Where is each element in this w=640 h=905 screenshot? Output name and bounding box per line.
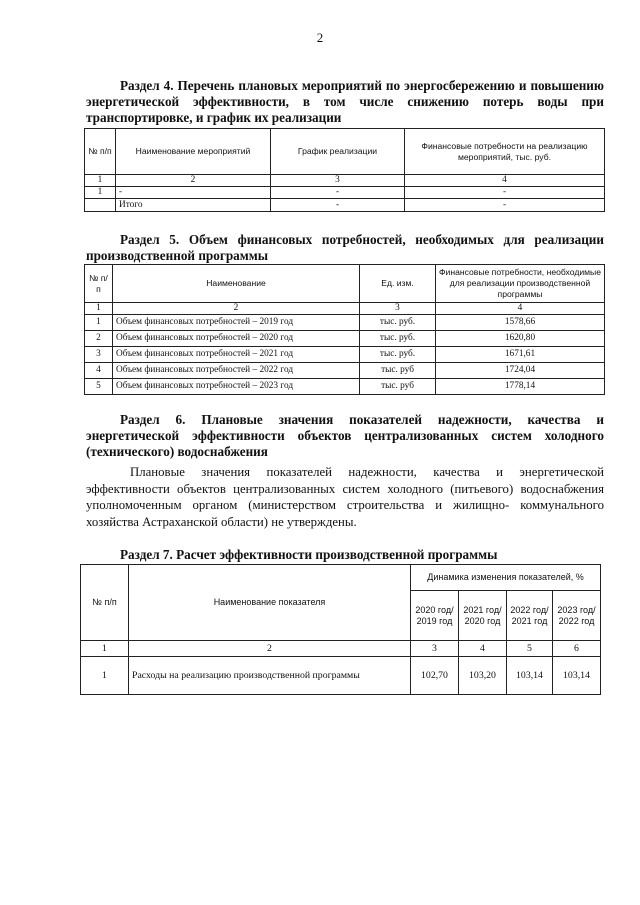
cell: Объем финансовых потребностей – 2020 год (113, 331, 360, 347)
period-header: 2020 год/ 2019 год (411, 591, 459, 641)
col-header-name: Наименование (113, 265, 360, 303)
total-label: Итого (116, 199, 271, 212)
cell: 102,70 (411, 657, 459, 695)
cell: тыс. руб. (360, 315, 436, 331)
cell: - (271, 187, 405, 199)
col-number: 1 (85, 175, 116, 187)
col-number: 1 (85, 303, 113, 315)
cell: 103,14 (553, 657, 601, 695)
col-header-name: Наименование мероприятий (116, 129, 271, 175)
col-number: 5 (507, 641, 553, 657)
cell: тыс. руб. (360, 347, 436, 363)
group-header-dynamics: Динамика изменения показателей, % (411, 565, 601, 591)
section7-heading: Раздел 7. Расчет эффективности производственной программы (120, 547, 498, 562)
col-header-num: № п/п (81, 565, 129, 641)
cell: - (405, 187, 605, 199)
period-header: 2023 год/ 2022 год (553, 591, 601, 641)
table-row (85, 379, 605, 395)
col-number: 6 (553, 641, 601, 657)
col-number: 2 (116, 175, 271, 187)
cell: 5 (85, 379, 113, 395)
cell: - (405, 199, 605, 212)
table-row (81, 657, 601, 695)
col-header-schedule: График реализации (271, 129, 405, 175)
col-header-unit: Ед. изм. (360, 265, 436, 303)
table-row (85, 363, 605, 379)
table-row (85, 187, 605, 199)
cell: Объем финансовых потребностей – 2021 год (113, 347, 360, 363)
col-number: 4 (459, 641, 507, 657)
cell: 103,14 (507, 657, 553, 695)
col-number: 2 (113, 303, 360, 315)
efficiency-table (80, 564, 601, 695)
cell: 4 (85, 363, 113, 379)
section6-heading: Раздел 6. Плановые значения показателей надежности, качества и энергетической эффективности объектов централизованных систем холодного (технического) водоснабжения (86, 412, 604, 459)
financial-needs-table (84, 264, 605, 395)
cell: тыс. руб. (360, 331, 436, 347)
col-number: 4 (405, 175, 605, 187)
cell: - (271, 199, 405, 212)
cell: 1578,66 (436, 315, 605, 331)
col-number: 2 (129, 641, 411, 657)
cell: 1778,14 (436, 379, 605, 395)
cell: 1 (85, 187, 116, 199)
section5-heading: Раздел 5. Объем финансовых потребностей, необходимых для реализации производственной программы (86, 232, 604, 263)
col-number: 1 (81, 641, 129, 657)
col-header-num: № п/п (85, 265, 113, 303)
table-row (85, 331, 605, 347)
col-header-num: № п/п (85, 129, 116, 175)
total-row (85, 199, 605, 212)
cell: Объем финансовых потребностей – 2023 год (113, 379, 360, 395)
cell (85, 199, 116, 212)
cell: 3 (85, 347, 113, 363)
cell: 1724,04 (436, 363, 605, 379)
period-header: 2022 год/ 2021 год (507, 591, 553, 641)
section6-paragraph: Плановые значения показателей надежности, качества и энергетической эффективности объектов централизованных систем холодного (питьевого) водоснабжения уполномоченным органом (министерством строительства и жилищно- коммунального хозяйства Астраханской области) не утверждены. (86, 465, 604, 529)
cell: 103,20 (459, 657, 507, 695)
cell: - (116, 187, 271, 199)
measures-table (84, 128, 605, 212)
table-row (85, 315, 605, 331)
col-header-indicator: Наименование показателя (129, 565, 411, 641)
cell: тыс. руб (360, 363, 436, 379)
col-header-finance: Финансовые потребности на реализацию мероприятий, тыс. руб. (405, 129, 605, 175)
cell: тыс. руб (360, 379, 436, 395)
cell: 2 (85, 331, 113, 347)
table-row (85, 347, 605, 363)
cell: Расходы на реализацию производственной программы (129, 657, 411, 695)
cell: Объем финансовых потребностей – 2022 год (113, 363, 360, 379)
col-number: 3 (360, 303, 436, 315)
cell: 1620,80 (436, 331, 605, 347)
page-number: 2 (316, 30, 324, 45)
col-number: 3 (271, 175, 405, 187)
cell: 1 (81, 657, 129, 695)
cell: 1 (85, 315, 113, 331)
cell: 1671,61 (436, 347, 605, 363)
col-number: 3 (411, 641, 459, 657)
section4-heading: Раздел 4. Перечень плановых мероприятий по энергосбережению и повышению энергетической эффективности, в том числе снижению потерь воды при транспортировке, и график их реализации (86, 78, 604, 125)
col-number: 4 (436, 303, 605, 315)
col-header-finance: Финансовые потребности, необходимые для реализации производственной программы (436, 265, 605, 303)
period-header: 2021 год/ 2020 год (459, 591, 507, 641)
cell: Объем финансовых потребностей – 2019 год (113, 315, 360, 331)
